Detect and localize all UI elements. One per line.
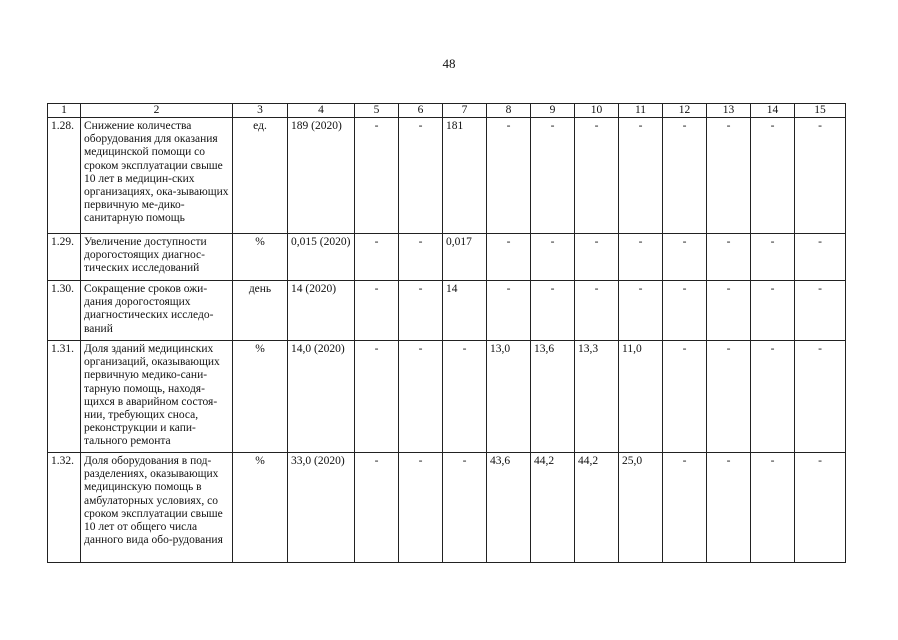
header-cell: 1	[48, 104, 81, 118]
value-cell: -	[663, 281, 707, 341]
base-value-cell: 14 (2020)	[288, 281, 355, 341]
value-cell: 25,0	[619, 453, 663, 563]
value-cell: -	[399, 281, 443, 341]
value-cell: -	[487, 118, 531, 234]
value-cell: 44,2	[531, 453, 575, 563]
value-cell: -	[795, 234, 846, 281]
value-cell: 181	[443, 118, 487, 234]
base-value-cell: 14,0 (2020)	[288, 341, 355, 453]
value-cell: -	[355, 118, 399, 234]
header-cell: 8	[487, 104, 531, 118]
value-cell: -	[663, 118, 707, 234]
value-cell: -	[355, 234, 399, 281]
value-cell: -	[751, 453, 795, 563]
base-value-cell: 33,0 (2020)	[288, 453, 355, 563]
header-cell: 12	[663, 104, 707, 118]
row-number: 1.31.	[48, 341, 81, 453]
indicator-name: Доля зданий медицинских организаций, оказывающих первичную медико-сани-тарную помощь, находя-щихся в аварийном состоя-нии, требующих сноса, реконструкции и капи-тального ремонта	[81, 341, 233, 453]
indicator-name: Снижение количества оборудования для оказания медицинской помощи со сроком эксплуатации свыше 10 лет в медицин-ских организациях, ока-зывающих первичную ме-дико-санитарную помощь	[81, 118, 233, 234]
value-cell: -	[531, 234, 575, 281]
value-cell: -	[399, 341, 443, 453]
indicator-name: Сокращение сроков ожи-дания дорогостоящих диагностических исследо-ваний	[81, 281, 233, 341]
value-cell: -	[795, 341, 846, 453]
value-cell: -	[355, 453, 399, 563]
header-cell: 10	[575, 104, 619, 118]
value-cell: 13,6	[531, 341, 575, 453]
value-cell: 13,0	[487, 341, 531, 453]
value-cell: -	[751, 341, 795, 453]
value-cell: 13,3	[575, 341, 619, 453]
value-cell: -	[531, 281, 575, 341]
value-cell: -	[707, 118, 751, 234]
value-cell: -	[531, 118, 575, 234]
unit-cell: %	[233, 453, 288, 563]
value-cell: 44,2	[575, 453, 619, 563]
indicators-table	[47, 103, 846, 563]
value-cell: -	[355, 281, 399, 341]
table-row	[48, 234, 846, 281]
header-cell: 2	[81, 104, 233, 118]
row-number: 1.28.	[48, 118, 81, 234]
page-number: 48	[442, 56, 456, 71]
unit-cell: день	[233, 281, 288, 341]
value-cell: -	[795, 453, 846, 563]
value-cell: -	[707, 234, 751, 281]
indicator-name: Увеличение доступности дорогостоящих диагнос-тических исследований	[81, 234, 233, 281]
table-row	[48, 341, 846, 453]
value-cell: -	[355, 341, 399, 453]
value-cell: -	[487, 281, 531, 341]
indicator-name: Доля оборудования в под-разделениях, оказывающих медицинскую помощь в амбулаторных условиях, со сроком эксплуатации свыше 10 лет от общего числа данного вида обо-рудования	[81, 453, 233, 563]
value-cell: -	[443, 341, 487, 453]
value-cell: -	[707, 281, 751, 341]
header-cell: 7	[443, 104, 487, 118]
value-cell: -	[663, 234, 707, 281]
header-cell: 9	[531, 104, 575, 118]
value-cell: -	[575, 281, 619, 341]
unit-cell: ед.	[233, 118, 288, 234]
header-cell: 15	[795, 104, 846, 118]
value-cell: -	[707, 341, 751, 453]
value-cell: -	[619, 118, 663, 234]
value-cell: -	[751, 234, 795, 281]
value-cell: -	[575, 234, 619, 281]
value-cell: -	[575, 118, 619, 234]
unit-cell: %	[233, 234, 288, 281]
value-cell: -	[751, 281, 795, 341]
value-cell: -	[619, 281, 663, 341]
table-row	[48, 118, 846, 234]
row-number: 1.29.	[48, 234, 81, 281]
value-cell: -	[619, 234, 663, 281]
value-cell: -	[751, 118, 795, 234]
value-cell: -	[443, 453, 487, 563]
header-cell: 14	[751, 104, 795, 118]
header-cell: 3	[233, 104, 288, 118]
table-row	[48, 281, 846, 341]
row-number: 1.30.	[48, 281, 81, 341]
value-cell: -	[399, 118, 443, 234]
value-cell: 11,0	[619, 341, 663, 453]
row-number: 1.32.	[48, 453, 81, 563]
base-value-cell: 0,015 (2020)	[288, 234, 355, 281]
table-header-row	[48, 104, 846, 118]
value-cell: -	[487, 234, 531, 281]
value-cell: -	[707, 453, 751, 563]
value-cell: 0,017	[443, 234, 487, 281]
header-cell: 5	[355, 104, 399, 118]
value-cell: -	[795, 118, 846, 234]
base-value-cell: 189 (2020)	[288, 118, 355, 234]
header-cell: 11	[619, 104, 663, 118]
header-cell: 4	[288, 104, 355, 118]
value-cell: -	[399, 453, 443, 563]
unit-cell: %	[233, 341, 288, 453]
value-cell: -	[399, 234, 443, 281]
table-row	[48, 453, 846, 563]
value-cell: -	[795, 281, 846, 341]
value-cell: 43,6	[487, 453, 531, 563]
header-cell: 6	[399, 104, 443, 118]
value-cell: 14	[443, 281, 487, 341]
header-cell: 13	[707, 104, 751, 118]
value-cell: -	[663, 453, 707, 563]
value-cell: -	[663, 341, 707, 453]
